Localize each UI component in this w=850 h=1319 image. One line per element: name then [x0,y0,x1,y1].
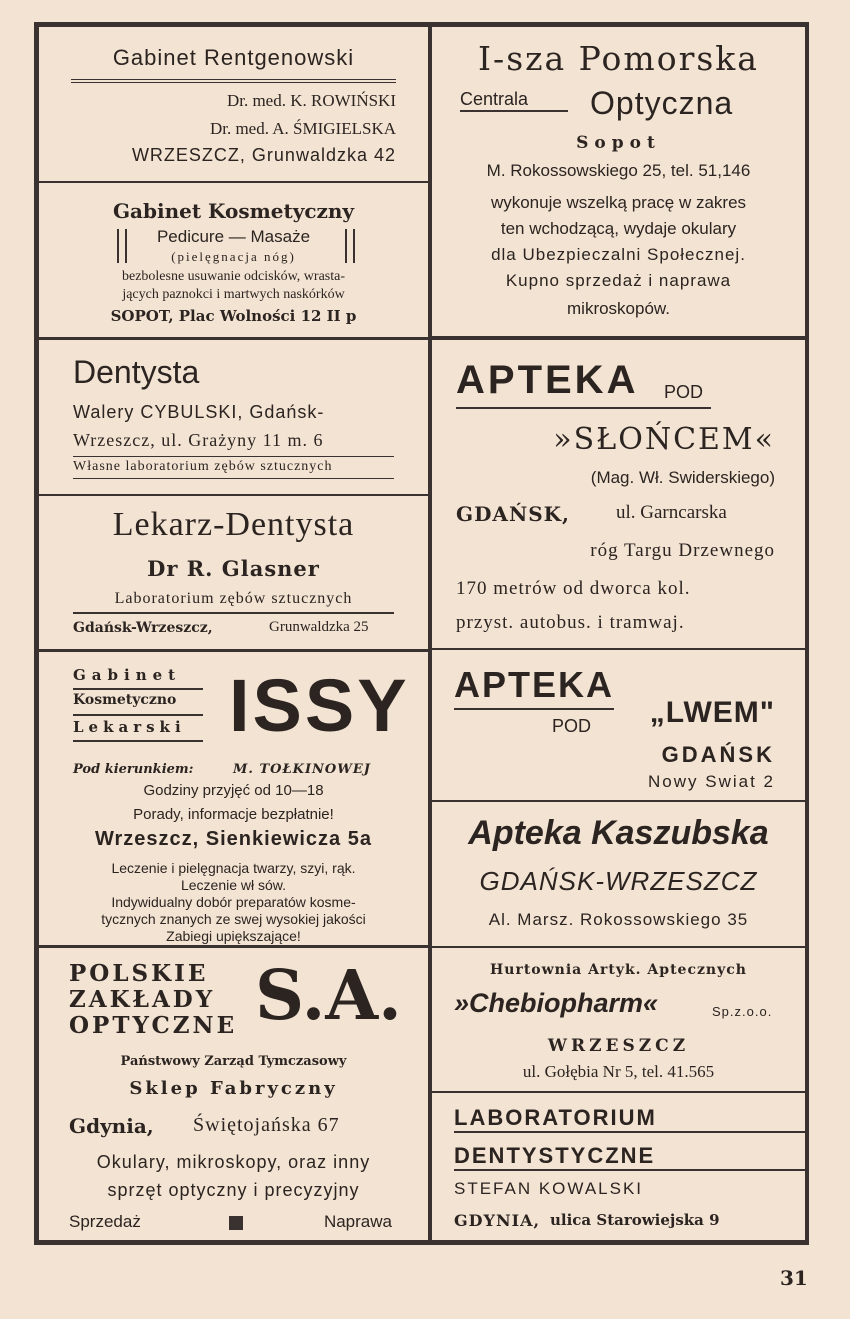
slonce-rule [456,407,711,409]
pzo-line1: POLSKIE [69,960,209,987]
issy-desc3: Indywidualny dobór preparatów kosme- [111,894,356,910]
lwem-street: Nowy Swiat 2 [648,772,775,791]
pzo-sale: Sprzedaż [69,1212,141,1231]
ad-apteka-slonce [430,338,807,650]
lwem-title: APTEKA [454,664,615,705]
lekarz-doctor: Dr R. Glasner [147,556,320,581]
pomorska-city: Sopot [576,133,661,153]
pzo-board: Państwowy Zarząd Tymczasowy [120,1054,347,1069]
issy-desc2: Leczenie wł sów. [180,877,287,893]
kosmetyczny-desc1: bezbolesne usuwanie odcisków, wrasta- [121,269,346,284]
pomorska-line5: mikroskopów. [567,299,670,318]
ad-polskie-zaklady [37,946,430,1242]
dentysta-lab: Własne laboratorium zębów sztucznych [73,459,333,474]
ad-rentgen [37,25,430,183]
pomorska-address: M. Rokossowskiego 25, tel. 51,146 [486,161,751,180]
page-number: 31 [780,1266,808,1290]
slonce-city: GDAŃSK, [456,502,571,526]
pzo-line2: ZAKŁADY [69,986,216,1013]
lekarz-title: Lekarz-Dentysta [112,506,355,543]
pzo-repair: Naprawa [323,1212,392,1231]
pomorska-optyczna: Optyczna [590,85,734,121]
kosmetyczny-address: SOPOT, Plac Wolności 12 II p [110,307,357,325]
kaszubska-city: GDAŃSK-WRZESZCZ [479,866,758,896]
ad-apteka-lwem [430,648,807,802]
dentysta-rule-top [73,456,394,457]
issy-desc5: Zabiegi upiększające! [166,928,301,944]
kaszubska-address: Al. Marsz. Rokossowskiego 35 [488,910,749,929]
pzo-street: Świętojańska 67 [193,1114,340,1136]
lab-street: ulica Starowiejska 9 [550,1211,720,1229]
pomorska-line4: Kupno sprzedaż i naprawa [505,271,732,290]
rentgen-doctor2: Dr. med. A. ŚMIGIELSKA [209,119,396,138]
dentysta-title: Dentysta [73,354,200,390]
lab-line1: LABORATORIUM [454,1105,805,1133]
issy-hours: Godziny przyjęć od 10—18 [143,782,324,799]
pomorska-title: I-sza Pomorska [478,39,759,78]
chebiopharm-suffix: Sp.z.o.o. [712,1004,773,1019]
issy-desc4: tycznych znanych ze swej wysokiej jakości [101,911,366,927]
dentysta-address: Wrzeszcz, ul. Grażyny 11 m. 6 [73,430,324,450]
ad-chebiopharm [430,946,807,1093]
lab-city: GDYNIA, [454,1211,541,1230]
pzo-separator-icon [229,1216,243,1230]
slonce-title: APTEKA [456,358,639,402]
slonce-transport: przyst. autobus. i tramwaj. [456,612,685,633]
pomorska-line3: dla Ubezpieczalni Społecznej. [491,245,746,264]
pzo-items2: sprzęt optyczny i precyzyjny [107,1180,360,1200]
dentysta-rule-bottom [73,478,394,479]
rentgen-title: Gabinet Rentgenowski [112,45,355,70]
kaszubska-title: Apteka Kaszubska [468,814,769,852]
issy-address: Wrzeszcz, Sienkiewicza 5a [95,828,372,850]
pzo-shop: Sklep Fabryczny [129,1078,338,1099]
issy-manager-label: Pod kierunkiem: [73,762,194,777]
lwem-city: GDAŃSK [661,742,775,767]
lekarz-lab: Laboratorium zębów sztucznych [114,590,353,607]
issy-desc1: Leczenie i pielęgnacja twarzy, szyi, rąk. [111,860,356,876]
kosmetyczny-subservices: (pielęgnacja nóg) [171,249,296,264]
ad-dentysta [37,338,430,496]
lwem-name: „LWEM" [649,696,775,729]
kosmetyczny-title: Gabinet Kosmetyczny [112,199,355,223]
lwem-rule [454,708,614,710]
chebiopharm-address: ul. Gołębia Nr 5, tel. 41.565 [522,1062,715,1081]
pomorska-line1: wykonuje wszelką pracę w zakres [490,193,747,212]
issy-label1: Gabinet [73,666,182,684]
slonce-corner: róg Targu Drzewnego [590,540,775,561]
pzo-items1: Okulary, mikroskopy, oraz inny [96,1152,371,1172]
issy-rule3 [73,740,203,742]
lekarz-address-street: Grunwaldzka 25 [269,619,369,635]
issy-label2: Kosmetyczno [73,692,177,708]
chebiopharm-brand: »Chebiopharm« [454,988,659,1018]
lekarz-rule [73,612,394,614]
pzo-city: Gdynia, [69,1114,154,1138]
chebiopharm-city: WRZESZCZ [547,1036,690,1056]
lekarz-address-city: Gdańsk-Wrzeszcz, [73,620,213,636]
ad-issy [37,650,430,947]
issy-advice: Porady, informacje bezpłatnie! [133,806,334,823]
slonce-distance: 170 metrów od dworca kol. [456,578,691,599]
ad-laboratorium [430,1091,807,1242]
lwem-pod: POD [552,716,592,736]
dentysta-name: Walery CYBULSKI, Gdańsk- [73,402,325,422]
pzo-sa: S.A. [255,956,402,1036]
pomorska-line2: ten wchodzącą, wydaje okulary [500,219,737,238]
rentgen-doctor1: Dr. med. K. ROWIŃSKI [226,91,396,110]
ad-kaszubska [430,800,807,948]
slonce-owner: (Mag. Wł. Swiderskiego) [590,468,775,487]
slonce-pod: POD [664,382,704,402]
slonce-street: ul. Garncarska [616,502,727,523]
issy-manager: M. TOŁKINOWEJ [233,762,371,777]
kosmetyczny-services: Pedicure — Masaże [156,227,311,246]
lab-line2: DENTYSTYCZNE [454,1143,805,1171]
ad-kosmetyczny [37,181,430,339]
pomorska-centrala: Centrala [460,89,568,112]
kosmetyczny-desc2: jących paznokci i martwych naskórków [122,287,345,302]
ad-pomorska [430,25,807,338]
lab-owner: STEFAN KOWALSKI [454,1179,644,1198]
slonce-name: »SŁOŃCEM« [553,422,775,457]
issy-rule2 [73,714,203,716]
chebiopharm-title: Hurtownia Artyk. Aptecznych [490,962,747,978]
ad-lekarz-dentysta [37,494,430,651]
issy-label3: Lekarski [73,718,186,736]
pzo-line3: OPTYCZNE [69,1012,238,1039]
rentgen-address: WRZESZCZ, Grunwaldzka 42 [131,145,396,165]
issy-rule1 [73,688,203,690]
issy-brand: ISSY [229,664,410,747]
rentgen-rule [71,79,396,83]
